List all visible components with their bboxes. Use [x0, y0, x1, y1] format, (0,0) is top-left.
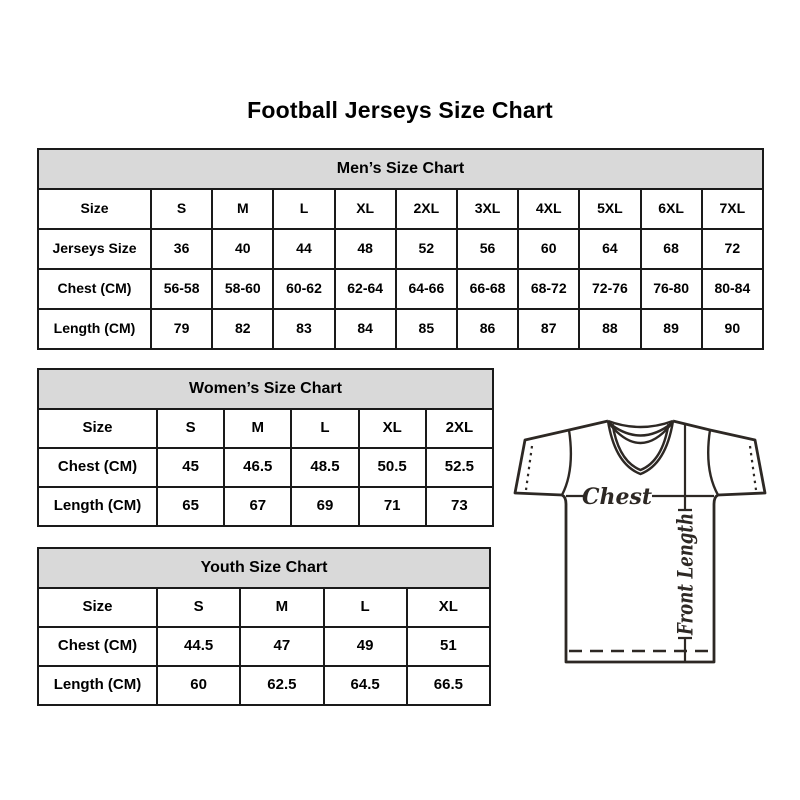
table-row — [38, 309, 763, 349]
row-header: Chest (CM) — [38, 627, 157, 666]
size-value-cell: 84 — [335, 309, 396, 349]
column-header: 5XL — [579, 189, 640, 229]
size-value-cell: 85 — [396, 309, 457, 349]
size-value-cell: 67 — [224, 487, 291, 526]
row-header: Chest (CM) — [38, 269, 151, 309]
size-value-cell: 44 — [273, 229, 334, 269]
size-value-cell: 62-64 — [335, 269, 396, 309]
table-title: Women’s Size Chart — [38, 369, 493, 409]
column-header: Size — [38, 588, 157, 627]
table-title: Youth Size Chart — [38, 548, 490, 588]
size-value-cell: 83 — [273, 309, 334, 349]
size-value-cell: 89 — [641, 309, 702, 349]
row-header: Length (CM) — [38, 487, 157, 526]
womens-size-chart-table — [37, 368, 494, 527]
size-value-cell: 48 — [335, 229, 396, 269]
size-value-cell: 65 — [157, 487, 224, 526]
chest-measure-label: Chest — [581, 484, 653, 510]
row-header: Length (CM) — [38, 666, 157, 705]
column-header: S — [151, 189, 212, 229]
column-header: M — [240, 588, 323, 627]
size-value-cell: 79 — [151, 309, 212, 349]
size-value-cell: 36 — [151, 229, 212, 269]
size-value-cell: 69 — [291, 487, 358, 526]
column-header: Size — [38, 189, 151, 229]
table-row — [38, 229, 763, 269]
table-row — [38, 666, 490, 705]
page-title: Football Jerseys Size Chart — [247, 97, 553, 123]
column-header: L — [291, 409, 358, 448]
size-value-cell: 47 — [240, 627, 323, 666]
size-value-cell: 48.5 — [291, 448, 358, 487]
column-header: 6XL — [641, 189, 702, 229]
table-row — [38, 448, 493, 487]
front-length-measure-label: Front Length — [672, 480, 698, 635]
size-value-cell: 88 — [579, 309, 640, 349]
size-value-cell: 60-62 — [273, 269, 334, 309]
jersey-measurement-diagram — [505, 400, 777, 690]
size-value-cell: 56 — [457, 229, 518, 269]
size-value-cell: 66.5 — [407, 666, 490, 705]
jersey-diagram-svg — [505, 400, 777, 690]
youth-size-chart-table — [37, 547, 491, 706]
size-value-cell: 80-84 — [702, 269, 763, 309]
row-header: Length (CM) — [38, 309, 151, 349]
size-value-cell: 71 — [359, 487, 426, 526]
size-value-cell: 58-60 — [212, 269, 273, 309]
size-value-cell: 73 — [426, 487, 493, 526]
column-header: 2XL — [396, 189, 457, 229]
column-header: 7XL — [702, 189, 763, 229]
table-header-row — [38, 588, 490, 627]
size-value-cell: 76-80 — [641, 269, 702, 309]
size-value-cell: 51 — [407, 627, 490, 666]
size-value-cell: 60 — [518, 229, 579, 269]
size-value-cell: 52.5 — [426, 448, 493, 487]
size-value-cell: 72-76 — [579, 269, 640, 309]
column-header: Size — [38, 409, 157, 448]
collar-icon — [608, 421, 673, 443]
column-header: S — [157, 588, 240, 627]
size-value-cell: 90 — [702, 309, 763, 349]
column-header: M — [224, 409, 291, 448]
size-value-cell: 40 — [212, 229, 273, 269]
column-header: 3XL — [457, 189, 518, 229]
column-header: M — [212, 189, 273, 229]
column-header: XL — [335, 189, 396, 229]
size-value-cell: 62.5 — [240, 666, 323, 705]
column-header: XL — [359, 409, 426, 448]
table-row — [38, 487, 493, 526]
column-header: 2XL — [426, 409, 493, 448]
size-value-cell: 56-58 — [151, 269, 212, 309]
mens-size-chart-table — [37, 148, 764, 350]
size-value-cell: 50.5 — [359, 448, 426, 487]
column-header: L — [324, 588, 407, 627]
size-value-cell: 82 — [212, 309, 273, 349]
size-value-cell: 72 — [702, 229, 763, 269]
size-value-cell: 46.5 — [224, 448, 291, 487]
column-header: 4XL — [518, 189, 579, 229]
size-value-cell: 44.5 — [157, 627, 240, 666]
row-header: Chest (CM) — [38, 448, 157, 487]
size-value-cell: 68-72 — [518, 269, 579, 309]
table-row — [38, 627, 490, 666]
jersey-outline-icon — [515, 421, 765, 662]
table-row — [38, 269, 763, 309]
size-value-cell: 45 — [157, 448, 224, 487]
table-header-row — [38, 409, 493, 448]
size-value-cell: 52 — [396, 229, 457, 269]
size-value-cell: 64-66 — [396, 269, 457, 309]
column-header: L — [273, 189, 334, 229]
table-title: Men’s Size Chart — [38, 149, 763, 189]
row-header: Jerseys Size — [38, 229, 151, 269]
column-header: XL — [407, 588, 490, 627]
size-value-cell: 68 — [641, 229, 702, 269]
size-value-cell: 64.5 — [324, 666, 407, 705]
size-value-cell: 49 — [324, 627, 407, 666]
column-header: S — [157, 409, 224, 448]
size-value-cell: 60 — [157, 666, 240, 705]
size-value-cell: 86 — [457, 309, 518, 349]
size-value-cell: 66-68 — [457, 269, 518, 309]
size-value-cell: 64 — [579, 229, 640, 269]
table-header-row — [38, 189, 763, 229]
size-value-cell: 87 — [518, 309, 579, 349]
